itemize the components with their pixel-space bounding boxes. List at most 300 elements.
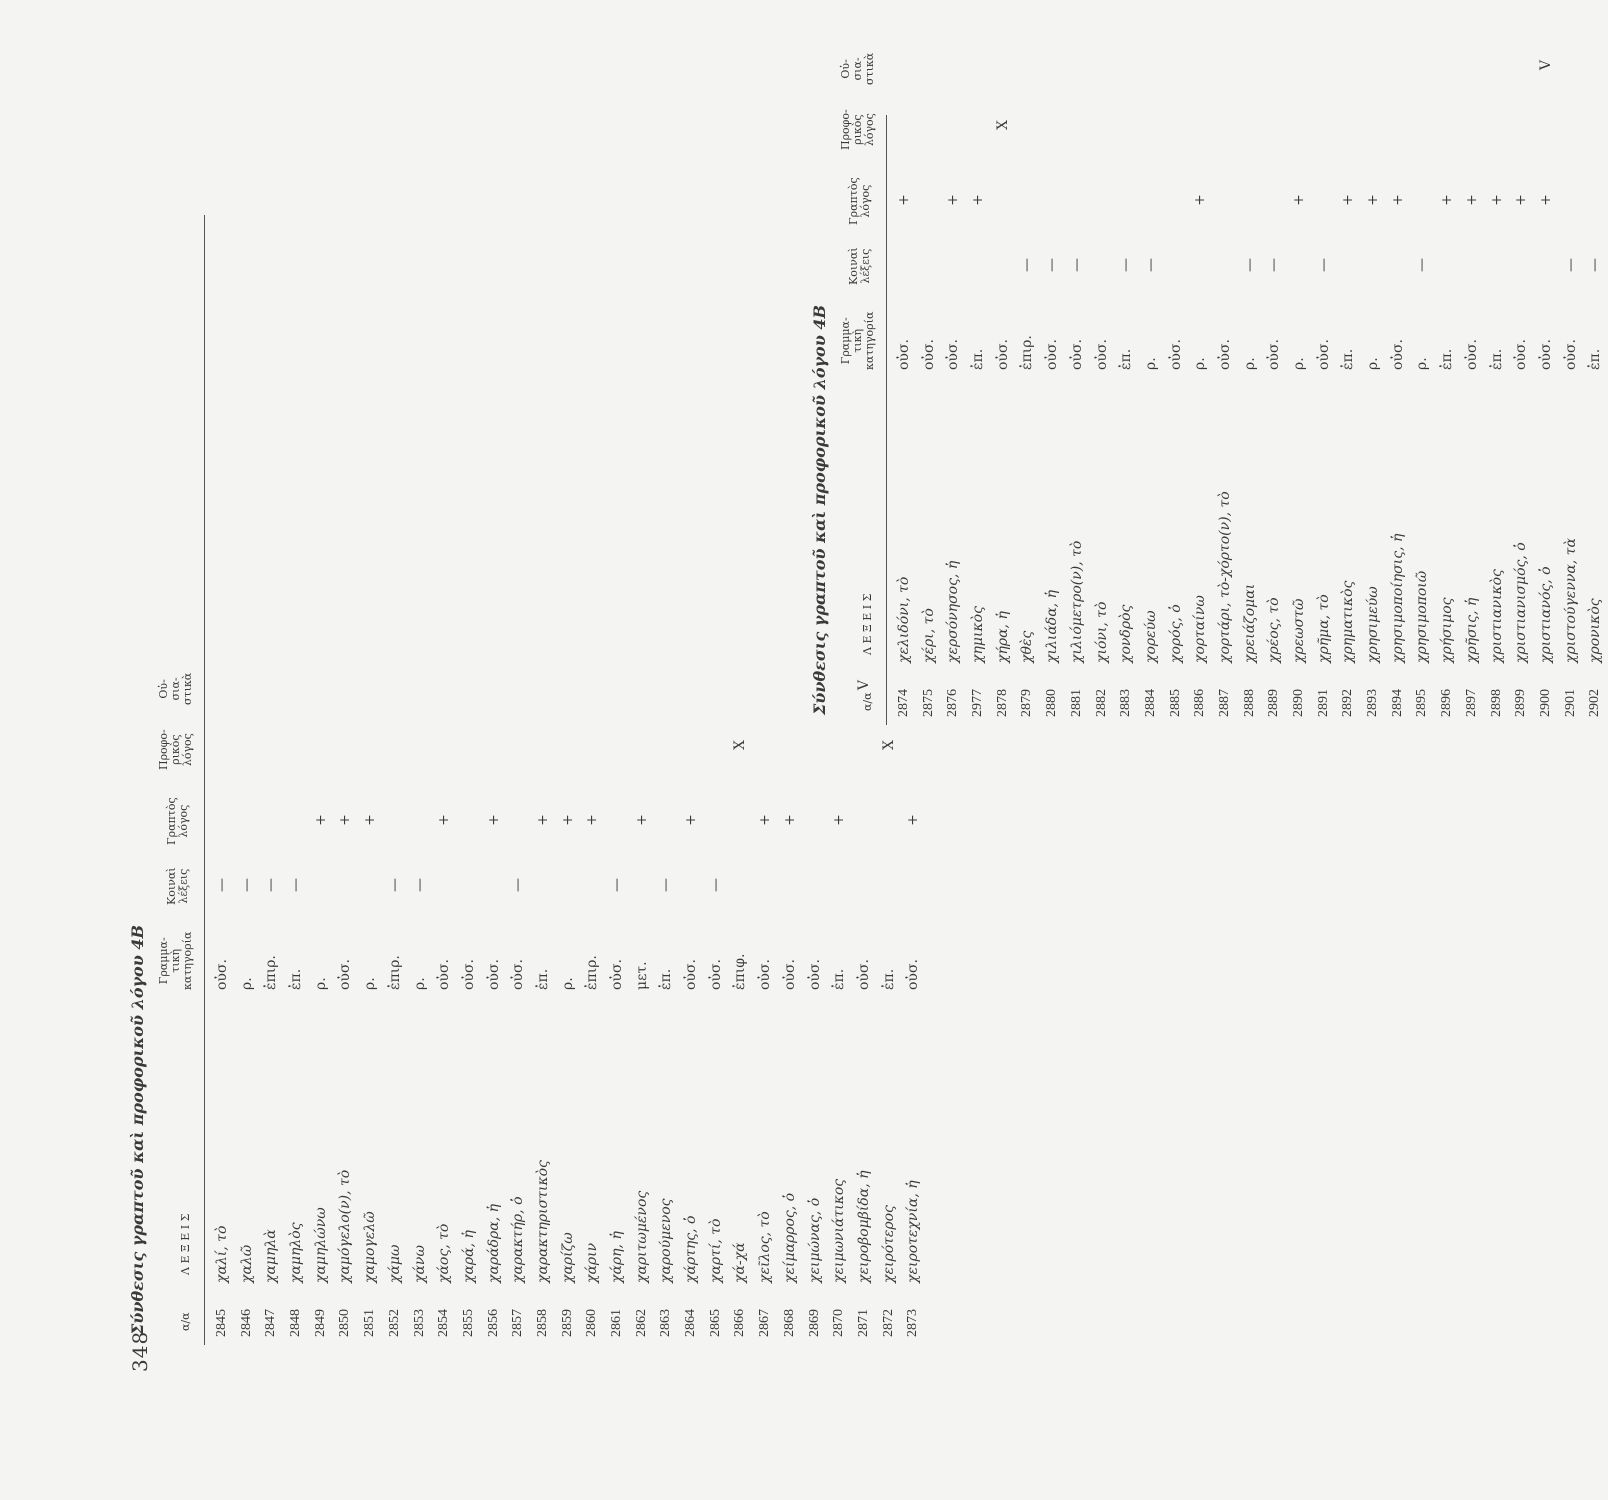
row-word: χεῖλος, τὸ — [757, 1211, 774, 1283]
row-category: ρ. — [238, 977, 255, 990]
row-oral-mark: X — [994, 120, 1011, 130]
row-number: 2852 — [386, 1309, 402, 1337]
row-category: οὐσ. — [1167, 339, 1184, 370]
row-word: χά-χά — [732, 1242, 749, 1283]
row-word: χορτάρι, τὸ-χόρτο(ν), τὸ — [1216, 491, 1233, 663]
row-word: χειροτεχνία, ἡ — [905, 1180, 922, 1283]
table-row — [1485, 115, 1510, 725]
col-header-oral: Προφο- ρικὸς λόγος — [157, 729, 194, 770]
row-word: χρησιμοποιῶ — [1414, 570, 1431, 663]
row-category: οὐσ. — [609, 959, 625, 990]
row-common-mark: — — [1587, 258, 1604, 272]
row-common-mark: — — [609, 878, 625, 892]
row-number: 2895 — [1414, 689, 1430, 717]
col-header-written: Γραπτὸς λόγος — [847, 177, 872, 225]
row-category: ἐπ. — [1439, 348, 1456, 370]
table-row — [1361, 115, 1386, 725]
table-row — [333, 215, 358, 1345]
table-row — [728, 215, 753, 1345]
table-row — [259, 215, 284, 1345]
row-category: ἐπιφ. — [732, 953, 749, 990]
row-number: 2977 — [970, 689, 986, 717]
row-word: χρησιμεύω — [1365, 586, 1382, 663]
row-word: χορεύω — [1142, 610, 1159, 663]
right-table-panel — [810, 52, 1604, 725]
row-category: οὐσ. — [1513, 339, 1530, 370]
row-written-mark: + — [1340, 194, 1357, 206]
row-written-mark: + — [312, 814, 329, 826]
row-written-mark: + — [1389, 194, 1406, 206]
table-row — [892, 115, 917, 725]
row-word: χριστιανικὸς — [1488, 569, 1505, 663]
row-category: ρ. — [411, 977, 428, 990]
row-written-mark: + — [781, 814, 798, 826]
row-word: χελιδόνι, τὸ — [896, 576, 912, 663]
col-header-words: Λ Ε Ξ Ε Ι Σ — [179, 1213, 192, 1275]
row-word: χθὲς — [1019, 630, 1036, 663]
row-number: 2848 — [288, 1309, 304, 1337]
row-category: ἐπ. — [1340, 348, 1357, 370]
row-word: χάρτης, ὁ — [683, 1215, 700, 1283]
row-word: χρηματικὸς — [1340, 580, 1357, 663]
row-common-mark: — — [288, 878, 305, 892]
row-common-mark: — — [238, 878, 255, 892]
row-category: οὐσ. — [1044, 339, 1061, 370]
row-category: οὐσ. — [945, 339, 962, 370]
table-row — [1213, 115, 1238, 725]
row-category: οὐσ. — [1463, 339, 1480, 370]
row-written-mark: + — [1192, 194, 1209, 206]
table-row — [991, 115, 1016, 725]
row-category: οὐσ. — [1266, 339, 1283, 370]
row-number: 2855 — [460, 1309, 476, 1337]
table-row — [1559, 115, 1584, 725]
table-header — [158, 215, 205, 1345]
row-number: 2866 — [732, 1309, 748, 1337]
row-category: ἐπ. — [1587, 348, 1604, 370]
row-written-mark: + — [757, 814, 774, 826]
row-category: οὐσ. — [683, 959, 700, 990]
row-category: ἐπ. — [831, 968, 848, 990]
table-row — [1534, 59, 1559, 725]
row-category: οὐσ. — [855, 959, 872, 990]
row-word: χαλί, τὸ — [214, 1225, 230, 1283]
table-row — [630, 215, 655, 1345]
row-number: 2850 — [337, 1309, 353, 1337]
table-row — [778, 215, 803, 1345]
row-number: 2888 — [1241, 689, 1257, 717]
row-common-mark: — — [411, 878, 428, 892]
row-word: χάος, τὸ — [436, 1223, 453, 1283]
row-number: 2873 — [905, 1309, 921, 1337]
table-row — [605, 215, 630, 1345]
row-category: οὐσ. — [1068, 339, 1085, 370]
row-written-mark: + — [1463, 194, 1480, 206]
row-written-mark: + — [970, 194, 987, 206]
row-category: ρ. — [1192, 357, 1209, 370]
row-number: 2882 — [1093, 689, 1109, 717]
row-written-mark: + — [1291, 194, 1307, 206]
row-category: οὐσ. — [460, 959, 477, 990]
row-number: 2893 — [1365, 689, 1381, 717]
row-common-mark: — — [1414, 258, 1431, 272]
row-number: 2892 — [1340, 689, 1356, 717]
table-row — [482, 215, 507, 1345]
table-row — [1188, 115, 1213, 725]
row-written-mark: + — [559, 814, 576, 826]
row-number: 2865 — [707, 1309, 723, 1337]
table-row — [1139, 115, 1164, 725]
row-word: χρέος, τὸ — [1266, 597, 1283, 663]
row-category: ρ. — [362, 977, 379, 990]
row-number: 2853 — [411, 1309, 427, 1337]
row-category: οὐσ. — [905, 959, 922, 990]
row-category: οὐσ. — [485, 959, 502, 990]
row-number: 2880 — [1044, 689, 1060, 717]
page-number: 348 — [128, 1330, 152, 1372]
col-header-common: Κοιναὶ λέξεις — [847, 247, 872, 285]
row-category: ρ. — [1365, 357, 1382, 370]
row-number: 2845 — [214, 1309, 229, 1337]
row-category: ρ. — [1291, 357, 1307, 370]
row-word: χριστιανισμός, ὁ — [1513, 542, 1530, 663]
row-word: χαμογελῶ — [362, 1211, 379, 1283]
table-row — [358, 215, 383, 1345]
row-category: οὐσ. — [920, 339, 937, 370]
row-number: 2871 — [855, 1309, 871, 1337]
table-row — [457, 215, 482, 1345]
table-row — [654, 215, 679, 1345]
table-row — [917, 115, 942, 725]
row-word: χιόνι, τὸ — [1093, 601, 1110, 663]
row-common-mark: — — [386, 878, 403, 892]
col-header-oral: Προφο- ρικὸς λόγος — [839, 109, 876, 150]
table-row — [1435, 115, 1460, 725]
row-word: χαράδρα, ἡ — [485, 1203, 502, 1283]
col-header-category: Γραμμα- τικὴ κατηγορία — [839, 311, 876, 370]
table-header — [839, 52, 887, 725]
row-word: χαρά, ἡ — [460, 1230, 477, 1283]
row-word: χειμώνας, ὁ — [806, 1197, 823, 1283]
row-category: ἐπιρ. — [263, 955, 280, 990]
row-number: 2887 — [1216, 689, 1232, 717]
row-written-mark: + — [1365, 194, 1382, 206]
row-number: 2870 — [831, 1309, 847, 1337]
row-word: χριστιανός, ὁ — [1537, 566, 1554, 663]
row-number: 2869 — [806, 1309, 822, 1337]
row-category: οὐσ. — [1093, 339, 1110, 370]
row-word: χορταίνω — [1192, 595, 1209, 663]
table-row — [679, 215, 704, 1345]
col-header-aa: α/α — [179, 1312, 192, 1331]
table-row — [235, 215, 260, 1345]
table-row — [531, 215, 556, 1345]
row-word: χερσόνησος, ἡ — [945, 560, 962, 663]
row-written-mark: + — [584, 814, 601, 826]
row-word: χαρίζω — [559, 1232, 576, 1283]
row-number: 2890 — [1291, 689, 1306, 717]
row-category: οὐσ. — [1216, 339, 1233, 370]
table-body — [892, 59, 1608, 725]
row-category: οὐσ. — [757, 959, 774, 990]
row-category: ἐπιρ. — [584, 955, 601, 990]
table-row — [1509, 115, 1534, 725]
row-category: ρ. — [312, 977, 329, 990]
row-written-mark: + — [362, 814, 379, 826]
row-category: οὐσ. — [781, 959, 798, 990]
row-common-mark: — — [1068, 258, 1085, 272]
row-number: 2860 — [584, 1309, 600, 1337]
row-word: χαμηλὰ — [263, 1229, 280, 1283]
table-row — [1090, 115, 1115, 725]
row-category: μετ. — [633, 961, 650, 990]
row-number: 2856 — [485, 1309, 501, 1337]
row-word: χρῆμα, τὸ — [1315, 594, 1332, 663]
row-word: χιλιόμετρο(ν), τὸ — [1068, 540, 1085, 663]
row-number: 2854 — [436, 1309, 452, 1337]
row-written-mark: + — [831, 814, 848, 826]
row-number: 2889 — [1266, 689, 1282, 717]
row-number: 2859 — [559, 1309, 575, 1337]
table-row — [1583, 115, 1608, 725]
row-category: ἐπ. — [970, 348, 987, 370]
table-row — [753, 215, 778, 1345]
row-category: οὐσ. — [214, 959, 230, 990]
row-word: χαλῶ — [238, 1244, 255, 1283]
row-word: χειροβομβίδα, ἡ — [855, 1170, 872, 1283]
row-number: 2894 — [1389, 689, 1405, 717]
table-row — [1287, 115, 1312, 725]
row-word: χάριν — [584, 1242, 601, 1283]
table-row — [1460, 115, 1485, 725]
row-common-mark: — — [1562, 258, 1579, 272]
col-header-aa: α/α — [861, 692, 874, 711]
row-number: 2881 — [1068, 689, 1084, 717]
table-row — [1386, 115, 1411, 725]
table-row — [1312, 115, 1337, 725]
row-common-mark: — — [1266, 258, 1283, 272]
row-word: χάνω — [411, 1245, 428, 1283]
row-number: 2863 — [658, 1309, 674, 1337]
row-common-mark: — — [263, 878, 280, 892]
row-category: οὐσ. — [896, 339, 912, 370]
row-common-mark: — — [510, 878, 527, 892]
row-number: 2896 — [1439, 689, 1455, 717]
row-number: 2868 — [781, 1309, 797, 1337]
row-number: 2846 — [238, 1309, 254, 1337]
row-word: χρῆσις, ἡ — [1463, 597, 1480, 663]
row-category: οὐσ. — [1389, 339, 1406, 370]
row-number: 2897 — [1463, 689, 1479, 717]
row-category: ρ. — [1142, 357, 1159, 370]
row-word: χαρακτήρ, ὁ — [510, 1196, 527, 1283]
row-category: οὐσ. — [436, 959, 453, 990]
row-number: 2885 — [1167, 689, 1183, 717]
row-word: χάρη, ἡ — [609, 1231, 625, 1283]
row-word: χορός, ὁ — [1167, 604, 1184, 663]
row-category: ἐπ. — [1488, 348, 1505, 370]
row-word: χονδρὸς — [1118, 604, 1135, 663]
table-row — [580, 215, 605, 1345]
row-word: χάμω — [386, 1244, 403, 1283]
row-word: χιλιάδα, ἡ — [1044, 590, 1061, 663]
table-row — [1262, 115, 1287, 725]
row-oral-mark: X — [880, 740, 897, 750]
row-category: ἐπ. — [1118, 348, 1135, 370]
row-category: ἐπ. — [534, 968, 551, 990]
row-number: 2884 — [1142, 689, 1158, 717]
row-number: 2872 — [880, 1309, 896, 1337]
row-number: 2862 — [633, 1309, 649, 1337]
row-number: 2898 — [1488, 689, 1504, 717]
row-number: 2878 — [994, 689, 1010, 717]
row-number: 2861 — [609, 1309, 624, 1337]
table-row — [1336, 115, 1361, 725]
row-common-mark: — — [1241, 258, 1258, 272]
row-number: 2899 — [1513, 689, 1529, 717]
row-written-mark: + — [683, 814, 700, 826]
row-number: 2883 — [1118, 689, 1134, 717]
col-header-nouns: Οὐ- σια- στικὰ — [157, 672, 194, 705]
row-number: 2876 — [945, 689, 961, 717]
table-row — [1114, 115, 1139, 725]
row-category: ρ. — [1414, 357, 1431, 370]
row-number: 2875 — [920, 689, 936, 717]
table-row — [1040, 115, 1065, 725]
table-row — [1015, 115, 1040, 725]
row-written-mark: + — [1513, 194, 1530, 206]
row-written-mark: + — [945, 194, 962, 206]
row-number: 2847 — [263, 1309, 279, 1337]
row-word: χαμόγελο(ν), τὸ — [337, 1169, 354, 1283]
row-written-mark: + — [1537, 194, 1554, 206]
table-title: Σύνθεσις γραπτοῦ καὶ προφορικοῦ λόγου 4Β — [128, 924, 147, 1335]
col-header-category: Γραμμα- τικὴ κατηγορία — [157, 931, 194, 990]
row-written-mark: + — [633, 814, 650, 826]
row-number: 2886 — [1192, 689, 1208, 717]
row-number: 2858 — [534, 1309, 550, 1337]
row-written-mark: + — [436, 814, 453, 826]
table-row — [1164, 115, 1189, 725]
row-category: ἐπιρ. — [386, 955, 403, 990]
table-row — [309, 215, 334, 1345]
row-word: χαριτωμένος — [633, 1190, 650, 1283]
row-category: ρ. — [559, 977, 576, 990]
row-category: ἐπ. — [880, 968, 897, 990]
col-header-common: Κοιναὶ λέξεις — [165, 867, 190, 905]
row-word: χειμωνιάτικος — [831, 1178, 848, 1283]
row-category: οὐσ. — [707, 959, 724, 990]
row-number: 2879 — [1019, 689, 1035, 717]
table-row — [966, 115, 991, 725]
row-common-mark: — — [1044, 258, 1061, 272]
row-category: ρ. — [1241, 357, 1258, 370]
table-row — [383, 215, 408, 1345]
table-row — [408, 215, 433, 1345]
row-common-mark: — — [658, 878, 675, 892]
row-word: χρονικὸς — [1587, 598, 1604, 663]
row-noun-mark: V — [1537, 59, 1554, 71]
row-written-mark: + — [905, 814, 922, 826]
row-number: 2851 — [362, 1309, 378, 1337]
table-row — [284, 215, 309, 1345]
row-number: 2874 — [896, 689, 911, 717]
row-word: χείμαρρος, ὁ — [781, 1192, 798, 1283]
table-row — [941, 115, 966, 725]
col-header-words: Λ Ε Ξ Ε Ι Σ — [861, 593, 874, 655]
row-word: χαμηλὸς — [288, 1222, 305, 1283]
row-category: οὐσ. — [337, 959, 354, 990]
col-header-written: Γραπτὸς λόγος — [165, 797, 190, 845]
row-category: ἐπ. — [288, 968, 305, 990]
row-number: 2891 — [1315, 689, 1331, 717]
col-header-nouns: Οὐ- σια- στικὰ — [839, 52, 876, 85]
row-word: χρησιμοποίησις, ἡ — [1389, 533, 1406, 663]
row-common-mark: — — [707, 878, 724, 892]
row-word: χαρούμενος — [658, 1198, 675, 1283]
row-word: χαρτί, τὸ — [707, 1218, 724, 1283]
row-written-mark: + — [337, 814, 354, 826]
table-row — [704, 215, 729, 1345]
row-common-mark: — — [214, 878, 230, 892]
table-row — [1238, 115, 1263, 725]
row-word: χειρότερος — [880, 1205, 897, 1283]
row-number: 2849 — [312, 1309, 328, 1337]
row-common-mark: — — [1315, 258, 1332, 272]
row-word: χημικὸς — [970, 606, 987, 663]
row-word: χέρι, τὸ — [920, 608, 937, 663]
row-word: χήρα, ἡ — [994, 611, 1011, 663]
row-category: οὐσ. — [806, 959, 823, 990]
row-category: ἐπιρ. — [1019, 335, 1036, 370]
row-word: χρεωστῶ — [1291, 598, 1307, 663]
row-word: χρήσιμος — [1439, 597, 1456, 663]
row-written-mark: + — [534, 814, 551, 826]
row-category: οὐσ. — [1562, 339, 1579, 370]
row-written-mark: + — [1439, 194, 1456, 206]
row-noun-mark: V — [855, 679, 872, 691]
row-number: 2867 — [757, 1309, 773, 1337]
row-category: ἐπ. — [658, 968, 675, 990]
row-number: 2902 — [1587, 689, 1603, 717]
row-category: οὐσ. — [1537, 339, 1554, 370]
row-word: χρειάζομαι — [1241, 583, 1258, 663]
row-number: 2901 — [1562, 689, 1578, 717]
row-written-mark: + — [485, 814, 502, 826]
row-number: 2864 — [683, 1309, 699, 1337]
table-row — [432, 215, 457, 1345]
row-word: χαρακτηριστικὸς — [534, 1160, 551, 1283]
row-common-mark: — — [1142, 258, 1159, 272]
table-row — [1410, 115, 1435, 725]
row-word: χριστούγεννα, τὰ — [1562, 538, 1579, 663]
row-written-mark: + — [1488, 194, 1505, 206]
row-common-mark: — — [1118, 258, 1135, 272]
table-row — [1065, 115, 1090, 725]
table-row — [556, 215, 581, 1345]
table-row — [506, 215, 531, 1345]
row-word: χαμηλώνω — [312, 1207, 329, 1283]
table-title: Σύνθεσις γραπτοῦ καὶ προφορικοῦ λόγου 4Β — [810, 304, 829, 715]
row-category: οὐσ. — [1315, 339, 1332, 370]
row-number: 2857 — [510, 1309, 526, 1337]
row-written-mark: + — [896, 194, 912, 206]
row-common-mark: — — [1019, 258, 1036, 272]
row-oral-mark: X — [732, 740, 749, 750]
row-number: 2900 — [1537, 689, 1553, 717]
table-row — [210, 215, 235, 1345]
row-category: οὐσ. — [994, 339, 1011, 370]
